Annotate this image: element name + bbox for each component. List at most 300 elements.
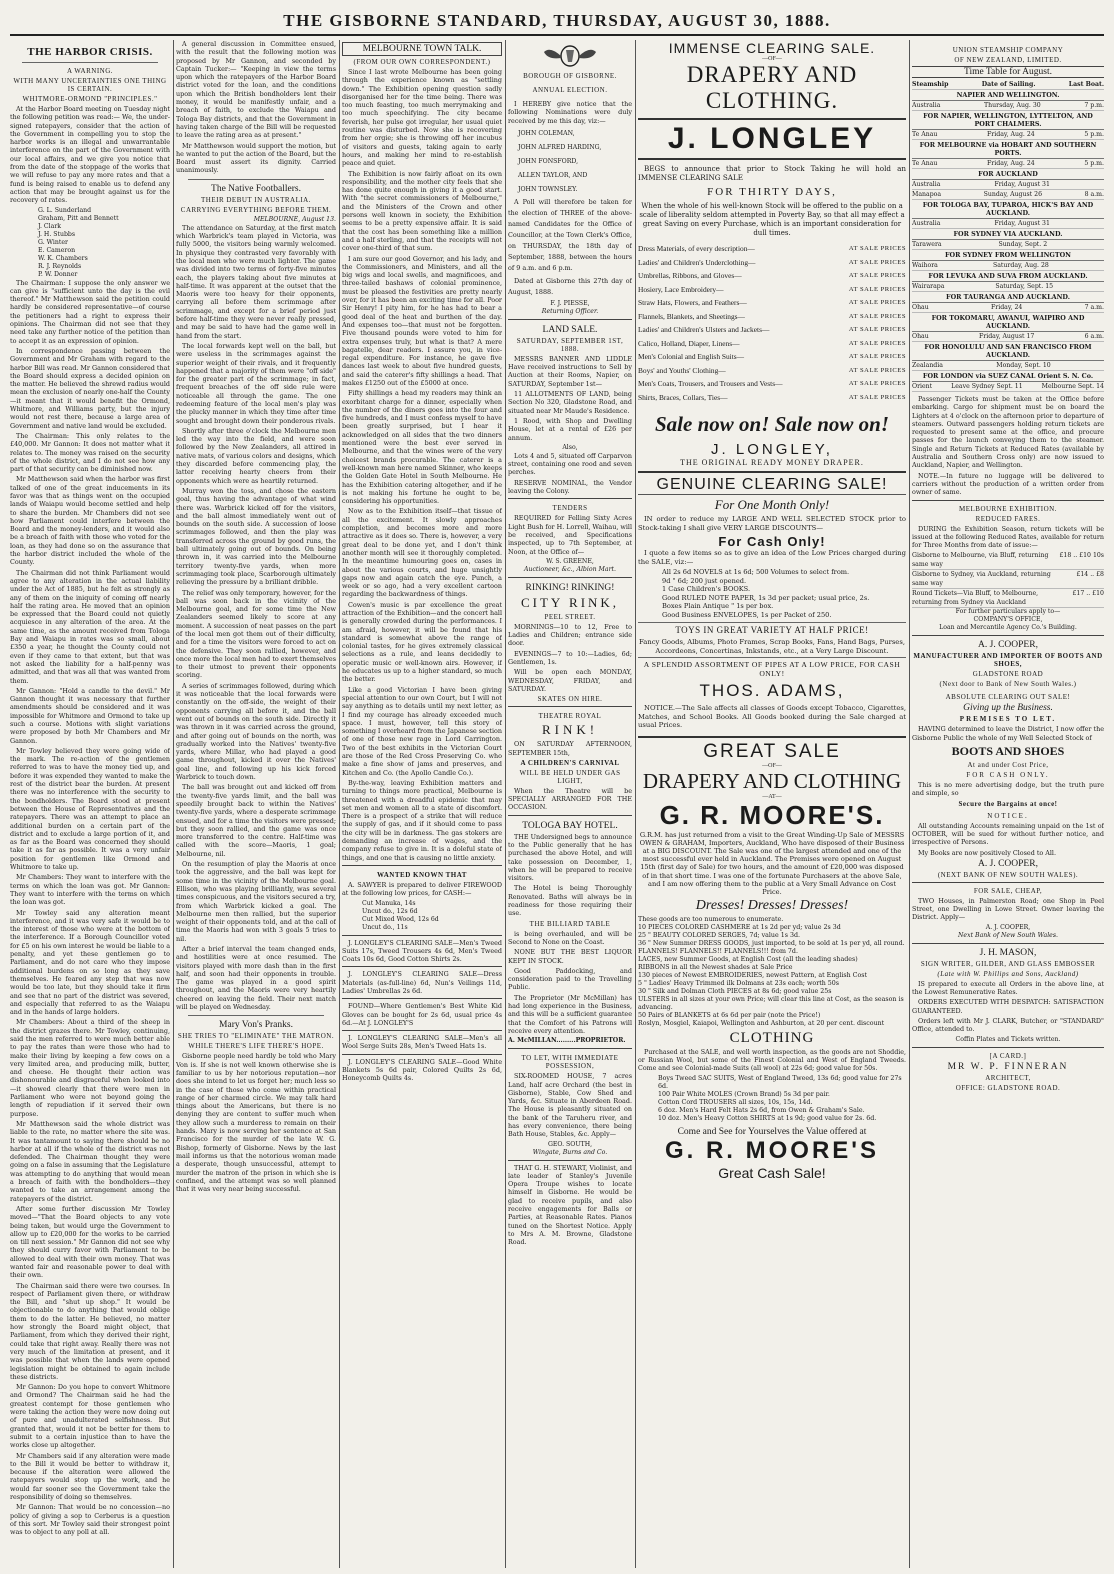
ad-cooper: [912, 635, 1104, 878]
paragraph: Mr Matthewson said when the harbor was first talked of one of the great inducements in its favor was that as things went on the occupied lands of Waiapu would become settled and help to share the burden. Mr Chambers did not see how Parliament could interfere between the Board and the money-lenders, and it would also be a breach of faith with those who voted for the loan, as they had done so on the assurance that the harbor district included the whole of the County.: [10, 475, 170, 567]
columns: [10, 40, 1104, 1568]
sale-line: [638, 350, 906, 364]
price-list: [342, 900, 502, 932]
fare-route: Gisborne to Sydney, via Auckland, returning same way: [912, 571, 1051, 588]
ad-of: —OF—: [762, 762, 782, 769]
item-list: [638, 568, 906, 619]
paragraph: Mr Gannon: That would be no concession—no policy of giving a sop to Cerberus is a question of this sort. Mr Towley said their strongest point was to object to any poll at all.: [10, 1503, 170, 1537]
ad-signature: A. McMILLAN.........PROPRIETOR.: [508, 1037, 626, 1045]
coat-of-arms-icon: [508, 42, 632, 70]
timetable-row: [912, 282, 1104, 292]
ad-body: ON SATURDAY AFTERNOON, SEPTEMBER 15th,: [508, 740, 632, 757]
ad-body: G.R.M. has just returned from a visit to the Great Winding-Up Sale of MESSRS OWEN & GRAHAM, Importers, Auckland, Who have disposed of their Business at a BIG DISCOUNT. The Sale was one of the largest attended and one of the most successful ever held in Auckland. The Premises were opened on August 15th (first day of Sale) for two hours, and the amount of £20,000 was disposed of in that short time. I was one of the fortunate Purchasers at the above Sale, and I am now offering them to the public at a Very Small Advance on Cost Price.: [639, 830, 905, 896]
notice-title: BOROUGH OF GISBORNE.: [523, 72, 617, 80]
ad-body: Orders left with Mr J. CLARK, Butcher, or "STANDARD" Office, attended to.: [912, 1016, 1104, 1034]
subheading: A WARNING.: [66, 67, 114, 75]
fare-price: £18 .. £10 10s: [1059, 552, 1104, 560]
ad-body: Also,: [562, 443, 578, 451]
timetable-cell: Sunday, Sept. 2: [998, 241, 1048, 248]
ad-body: My Books are now positively Closed to All.: [918, 848, 1057, 857]
ad-subtitle: At and under Cost Price,: [967, 761, 1049, 770]
dress-item: 10 PIECES COLORED CASHMERE at 1s 2d per yd; value 2s 3d: [638, 924, 841, 932]
clothing-item: 100 Pair White MOLES (Crown Brand) 5s 3d per pair.: [658, 1091, 830, 1099]
item: 1 Case Children's BOOKS.: [662, 585, 751, 593]
timetable-row: [912, 190, 1104, 200]
ad-heading: IMMENSE CLEARING SALE.: [668, 40, 876, 56]
ad-subtitle: Secure the Bargains at once!: [958, 799, 1058, 808]
ad-body: MESSRS BANNER AND LIDDLE Have received instructions to Sell by Auction at their Rooms, Napier, on SATURDAY, September 1st—: [508, 354, 632, 388]
ad-title: [A CARD.]: [989, 1051, 1027, 1060]
timetable-cell: Leave Sydney Sept. 11: [951, 383, 1023, 390]
timetable-row: [912, 219, 1104, 229]
column-rule: [173, 40, 174, 1568]
timetable-cell: Te Anau: [912, 160, 938, 167]
article-title: THE HARBOR CRISIS.: [27, 46, 153, 58]
timetable-route-title: NAPIER AND WELLINGTON.: [912, 90, 1104, 101]
dress-item: 25 " BEAUTY COLORED SERGES, 7d; value 1s 3d.: [638, 932, 800, 940]
sale-line-price: AT SALE PRICES: [848, 380, 906, 387]
timetable-routes: [912, 90, 1104, 392]
ad-heading: UNION STEAMSHIP COMPANY: [952, 46, 1064, 54]
ad-title: LAND SALE.: [542, 324, 598, 335]
fare-price: £17 .. £10: [1072, 590, 1104, 598]
price-item: Uncut do., 11s: [362, 923, 408, 931]
ad-body: RESERVE NOMINAL, the Vendor leaving the Colony.: [508, 478, 632, 496]
ad-signature: A. J. COOPER,: [985, 923, 1031, 931]
ad-subtitle: MANUFACTURER AND IMPORTER OF BOOTS AND SHOES,: [913, 652, 1103, 669]
ad-body: J. LONGLEY'S CLEARING SALE—Dress Materials (as-full-line) 6d, Nun's Veilings 11d, Ladies' Umbrellas 2s 6d.: [342, 970, 502, 995]
ad-subtitle: Come and See for Yourselves the Value offered at: [677, 1127, 867, 1138]
divider: [188, 1015, 324, 1016]
ad-body: Lots 4 and 5, situated off Carparvon street, containing one rood and seven perches.: [508, 451, 632, 477]
timetable-header-cell: Steamship: [912, 81, 949, 88]
ad-city-rink: [508, 577, 632, 703]
sale-line: [638, 391, 906, 405]
ad-title-large: BOOTS AND SHOES: [951, 744, 1065, 759]
ad-subtitle: PREMISES TO LET.: [959, 715, 1057, 724]
sale-line-item: Shirts, Braces, Collars, Ties—: [638, 392, 728, 402]
paragraph: Mr Matthewson said the whole district was liable to the rate, no matter where the site was. It was tantamount to saying there should be no harbor at all if the whole of the district was not defended. The Chairman thought they were going on a false in assuming that the Legislature was attempting to do anything that would mean a breach of faith with the bondholders—they wanted to take an arrangement among the ratepayers of the district.: [10, 1119, 170, 1203]
ad-body: NOTE.—In future no luggage will be delivered to carriers without the production of a written order from owner of same.: [912, 471, 1104, 497]
subheading: CARRYING EVERYTHING BEFORE THEM.: [180, 205, 332, 214]
fare-row: [912, 589, 1104, 608]
item: Good Business ENVELOPES, 1s per Packet of 250.: [662, 610, 832, 619]
sale-line: [638, 364, 906, 378]
ad-signature-role: Wingate, Burns and Co.: [532, 1148, 608, 1156]
dress-item: RIBBONS in all the Newest shades at Sale Price: [638, 964, 793, 972]
paragraph: The attendance on Saturday, at the first match which Warbrick's team played in Victoria, was fully 5000, the visitors being warmly welcomed. In physique they contrasted very favorably with the local men who were much lighter. The game was divided into two terms of forty-five minutes each, the players taking about five minutes at half-time. It was apparent at the outset that the Maoris were too heavy for their opponents, carrying all before them scrimmage after scrimmage, and except for a brief period just before half-time they were never really pressed, and may be said to have had the game well in hand from the start.: [176, 223, 336, 340]
timetable-cell: Australia: [912, 181, 941, 188]
ad-body: DURING the Exhibition Season, return tickets will be issued at the following Reduced Rates, available for return for Three Months from date of issue:—: [912, 524, 1104, 550]
timetable-cell: Saturday, Sept. 15: [995, 283, 1054, 290]
ad-heading: GENUINE CLEARING SALE!: [638, 476, 906, 495]
paragraph: Mr Towley said any alteration meant interference, and it was very safe it would be to the interest of those who were at the bottom of the interference. If a Borough Councillor voted for £5 on his own interest he would be liable to a penalty, and yet these gentlemen go to Parliament, and do not care who they impose additional burdens on so long as they save themselves. He feared any step that was now would be too late, but they should take it firm and see that no part of the district was severed, and especially that referred to as the Waiapu and in the hands of large holders.: [10, 908, 170, 1017]
ad-title: J. H. MASON,: [979, 947, 1037, 958]
ad-body: I quote a few items so as to give an idea of the Low Prices charged during the SALE, viz:—: [638, 549, 906, 566]
timetable-cell: Monday, Sept. 10: [996, 362, 1051, 369]
ad-subtitle: A SPLENDID ASSORTMENT OF PIPES AT A LOW PRICE, FOR CASH ONLY!: [638, 657, 906, 678]
signatory: W. K. Chambers: [38, 254, 88, 262]
paragraph: Like a good Victorian I have been giving special attention to our own Court, but I will not say anything as to details until my next letter, as I find my courage has already exceeded much space. I must, however, tell this story of something I overheard from the Japanese section of one of those new rage in Lord Carrington. Two of the best exhibits in the Victorian Court are those of the Red Cross Preserving Co. who make a fine show of jams and preserves, and Kitchen and Co. (the Apollo Candle Co.).: [342, 685, 502, 777]
sale-line-item: Flannels, Blankets, and Sheetings—: [638, 311, 745, 321]
ad-heading: GREAT SALE: [703, 740, 841, 762]
price-item: Cut Mixed Wood, 12s 6d: [362, 915, 439, 923]
paragraph: Mr Chambers: About a third of the sheep in the district grazes there. Mr Towley, continuing, said the men referred to were much better able to pay the rates than were those who had to make their living by keeping a few cows on a very limited area, and producing milk, butter, and cheese. He thought their action was dishonourable and disgraceful when looked into—it showed clearly that there were men in Parliament who were not beyond going the length of repudiation if it served their own purpose.: [10, 1018, 170, 1118]
clothing-item: 6 doz. Men's Hard Felt Hats 2s 6d, from Owen & Graham's Sale.: [658, 1107, 865, 1115]
signatory: E. Cameron: [38, 246, 76, 254]
ad-body: Will be open each MONDAY, WEDNESDAY, FRIDAY, and SATURDAY.: [508, 668, 632, 693]
sale-line-price: AT SALE PRICES: [848, 285, 906, 293]
sale-line: [638, 310, 906, 324]
ad-for-sale: [912, 882, 1104, 940]
ad-longley-name: J. LONGLEY,: [711, 441, 833, 458]
notice-body: A Poll will therefore be taken for the election of THREE of the above-named Candidates for the Office of Councillor, at the Town Clerk's Office, on THURSDAY, the 18th day of September, 1888, between the hours of 9 a.m. and 6 p.m.: [508, 197, 632, 272]
paragraph: Mr Towley believed they were going wide of the mark. The re-action of the gentlemen referred to was to have the money tied up, and before it was expended they wanted to make the rest of the district bear the burden. At present there was no interference with the security to the bondholders. The Board stood at present between the House of Representatives and the ratepayers. There was an attempt to place an additional burden on a certain part of the district and to exclude a large portion of it, and as far as the Board was concerned they should take it as far as possible. It was a very unfair position for gentlemen like Ormond and Whitmore to take up.: [10, 746, 170, 872]
dress-item: 5 " Ladies' Heavy Trimmed ilk Dolmans at 23s each; worth 50s: [638, 980, 840, 988]
timetable-cell: Friday, Aug. 24: [987, 131, 1035, 138]
timetable-header: [912, 80, 1104, 90]
paragraph: Fifty shillings a head my readers may think an exorbitant charge for a dinner, especially when the number of the diners goes into the four and five hundreds, and I must confess myself to have been greatly surprised, but I hear it acknowledged on all sides that the two dinners mentioned were the best ever served in Melbourne, and that the wines were of the very choicest brands procurable. The caterer is a well-known man here named Skinner, who keeps the Golden Gate Hotel in South Melbourne. He has the Exhibition catering altogether, and if he is not making his fortune he ought to be, considering his opportunities.: [342, 389, 502, 506]
ad-subtitle: For One Month Only!: [714, 497, 830, 512]
ad-signature-role: Auctioneer, &c., Albion Mart.: [523, 565, 616, 573]
sale-line-item: Men's Coats, Trousers, and Trousers and Vests—: [638, 379, 783, 388]
ad-subtitle: THE BILLIARD TABLE: [529, 919, 611, 928]
ad-tenders: [508, 498, 632, 573]
sale-line: [638, 377, 906, 391]
ad-moores-name: G. R. MOORE'S: [664, 1137, 880, 1165]
timetable-cell: 7 p.m.: [1084, 102, 1104, 109]
timetable-row: [912, 261, 1104, 271]
paragraph: A general discussion in Committee ensued, with the result that the following motion was proposed by Mr Gannon, and seconded by Captain Tucker:— "Keeping in view the terms upon which the ratepayers of the Harbor Board district voted for the loan, and the conditions upon which the British bondholders lent their money, it would be manifestly unfair, and a breach of faith, to exclude the Waiapu and Tologa Bay districts, and that the Government in having taken charge of the Bill will be requested to leave the rating area as at present.": [176, 40, 336, 140]
sale-line-item: Straw Hats, Flowers, and Feathers—: [638, 298, 747, 307]
sale-line: [638, 323, 906, 337]
ad-body: 11 ALLOTMENTS OF LAND, being Section No 320, Gladstone Road, and situated near Mr Maude's Residence.: [508, 390, 632, 415]
ad-body: The Proprietor (Mr McMillan) has had long experience in the Business, and this will be a sufficient guarantee that the Comfort of his Patrons will receive every attention.: [508, 993, 632, 1035]
signatory: Graham, Pitt and Bennett: [38, 214, 119, 222]
sale-line: [638, 337, 906, 351]
ad-body: COMPANY'S OFFICE,: [973, 616, 1043, 624]
timetable-route-title: FOR NAPIER, WELLINGTON, LYTTELTON, AND PORT CHALMERS.: [912, 111, 1104, 130]
ad-adams-name: THOS. ADAMS,: [699, 681, 845, 700]
ad-title: TOLOGA BAY HOTEL.: [522, 820, 618, 831]
column-rule: [635, 40, 636, 1568]
timetable-cell: Friday, August 31: [994, 220, 1050, 227]
ad-body: ORDERS EXECUTED WITH DESPATCH: SATISFACTION GUARANTEED.: [912, 998, 1104, 1015]
ad-title: MELBOURNE EXHIBITION.: [959, 504, 1057, 513]
ad-body: When the Theatre will be SPECIALLY ARRANGED FOR THE OCCASION.: [508, 786, 632, 812]
dress-item: ULSTERS in all sizes at your own Price; will clear this line at Cost, as the season is advancing.: [638, 996, 904, 1012]
ad-title: WANTED KNOWN THAT: [377, 870, 467, 879]
timetable-cell: Friday, 24: [990, 304, 1023, 311]
paragraph: Shortly after three o'clock the Melbourne men led the way into the field, and were soon followed by the New Zealanders, all attired in native mats, of various colors and designs, which they discarded before commencing play, the latter receiving hearty cheers from their opponents which were as heartily returned.: [176, 426, 336, 485]
divider: [188, 179, 324, 180]
ad-body: Good Paddocking, and consideration paid to the Travelling Public.: [508, 966, 632, 992]
timetable-row: [912, 332, 1104, 342]
ad-subtitle: For Cash Only!: [718, 534, 826, 549]
timetable-header-cell: Date of Sailing.: [981, 81, 1036, 88]
ad-body: Coffin Plates and Tickets written.: [955, 1035, 1061, 1043]
timetable-row: [912, 303, 1104, 313]
ad-longley-small: [342, 1030, 502, 1051]
sale-lines: [638, 242, 906, 404]
timetable-cell: 6 a.m.: [1084, 333, 1104, 340]
ad-body: For further particulars apply to—: [955, 608, 1061, 616]
paragraph: The relief was only temporary, however, for the ball was soon back in the vicinity of the Melbourne goal, and for some time the New Zealanders seemed likely to score at any moment. A succession of neat passes on the part of the local men got them out of their difficulty, and for a time the visitors were forced to act on the defensive. They soon rallied, however, and once more the local men had to exert themselves to their utmost to prevent their opponents scoring.: [176, 588, 336, 680]
paragraph: The Exhibition is now fairly afloat on its own responsibility, and the mother city feels that she has done quite enough in giving it a good start. With "the secret commissioners of Melbourne," and the Ministers of the Crown and other persons well known in society, the Exhibition seems to be a pretty expensive affair. It is said that the cost has been something like a million and a half sterling, and that the receipts will not cover one-third of that sum.: [342, 169, 502, 253]
ad-body: 1 Rood, with Shop and Dwelling House, let at a rental of £26 per annum.: [508, 416, 632, 442]
ad-at: —AT—: [762, 793, 782, 800]
ad-subtitle: ARCHITECT,: [985, 1073, 1031, 1082]
ad-longley-name: J. LONGLEY: [638, 118, 906, 160]
ad-body: The Hotel is being Thoroughly Renovated. Baths will always be in readiness for those requiring their use.: [508, 884, 632, 918]
nominee: JOHN COLEMAN,: [518, 129, 575, 137]
ad-mason: [912, 943, 1104, 1044]
sale-line-price: AT SALE PRICES: [848, 312, 906, 320]
paragraph: Cowen's music is par excellence the great attraction of the Exhibition—and the concert hall is generally crowded during the performances. I am afraid, however, it will be found that his standard is somewhat above the range of colonial tastes, for he gives extremely classical selections as a rule, and leans decidedly to operatic music or well-known airs. However, if he educates us up to a higher standard, so much the better.: [342, 600, 502, 684]
sale-line-price: AT SALE PRICES: [848, 272, 906, 279]
ad-subtitle: FOR CASH ONLY.: [966, 771, 1050, 780]
ad-exhibition-fares: [912, 500, 1104, 633]
ad-subtitle: NOTICE.: [987, 811, 1029, 820]
column-2-footballers: [176, 40, 336, 1568]
sale-line-price: AT SALE PRICES: [848, 258, 906, 266]
item: 9d " 6d; 200 just opened.: [662, 576, 747, 585]
dress-items: [638, 916, 906, 1028]
timetable-route-title: FOR TAURANGA AND AUCKLAND.: [912, 292, 1104, 303]
timetable-route-title: FOR AUCKLAND: [912, 169, 1104, 180]
sale-now-banner: Sale now on! Sale now on!: [655, 412, 889, 436]
ad-title: RINKING! RINKING!: [525, 582, 615, 593]
paragraph: Since I last wrote Melbourne has been going through the experience known as "settling down." The Exhibition opening question sadly disorganised her for the time being. There was too much feasting, too much merrymaking and too much speechifying. The city became feverish, her pulse got irregular, her usual quiet routine was disturbed. Now she is recovering from her orgie; she is throwing off her incubus of visitors and guests, taking again to early hours, and making her mind to re-establish peace and quiet.: [342, 68, 502, 168]
ad-drapery-title: DRAPERY AND CLOTHING.: [686, 62, 858, 113]
fare-row: [912, 551, 1104, 570]
notice-subtitle: ANNUAL ELECTION.: [532, 86, 608, 94]
signatory: R. J. Reynolds: [38, 262, 82, 270]
sale-line-item: Calico, Holland, Diaper, Linens—: [638, 338, 740, 348]
sale-line-item: Boys' and Youths' Clothing—: [638, 365, 726, 375]
paragraph: In correspondence passing between the Government and Mr Graham with regard to the harbor Bill was read. Mr Gannon considered that the Board should express a decided opinion on the matter. He believed the shrewd radius would mean the exclusion of nearly one-half the County—it meant that it would benefit the Ormond, Whitmore, and Williams party, but the injury would not rest there, because a large area of Government and native land would be excluded.: [10, 346, 170, 430]
sale-line-price: AT SALE PRICES: [848, 245, 906, 252]
ad-title: TENDERS: [552, 504, 588, 513]
ad-land-sale: [508, 319, 632, 495]
timetable-cell: Ohau: [912, 333, 929, 340]
timetable-cell: 8 a.m.: [1084, 191, 1104, 198]
ad-title: MR W. P. FINNERAN: [947, 1061, 1069, 1072]
dress-item: 50 Pairs of BLANKETS at 6s 6d per pair (note the Price!): [638, 1012, 821, 1020]
signatory-list: [10, 207, 170, 279]
paragraph: After some further discussion Mr Towley moved—"That the Board objects to any vote being taken, but would urge the Government to allow up to £20,000 for the works to be carried on till next session." Mr Gannon did not see why they should curry favor with Parliament to be allowed to deal with their own money. That was wanted fair and reasonable power to deal with their own.: [10, 1204, 170, 1280]
notice-body: I HEREBY give notice that the following Nominations were duly received by me this day, viz:—: [508, 100, 632, 125]
dateline: MELBOURNE, August 13.: [253, 215, 336, 223]
sale-line: [638, 296, 906, 310]
timetable-route-title: FOR SYDNEY FROM WELLINGTON: [912, 250, 1104, 261]
timetable-cell: 7 a.m.: [1084, 304, 1104, 311]
paragraph: After a brief interval the team changed ends, and hostilities were at once resumed. The visitors played with more dash than in the first half, and soon had their opponents in trouble. The game was played in a good spirit throughout, and the Maoris were very heartily cheered on leaving the field. Their next match will be played on Wednesday.: [176, 944, 336, 1012]
sale-line-price: AT SALE PRICES: [848, 353, 906, 360]
article-title: Mary Von's Pranks.: [219, 1020, 293, 1031]
paragraph: Now as to the Exhibition itself—that tissue of all the excitement. It slowly approaches completion, and becomes more and more attractive as it does so. There is, however, a very great deal to be done yet, and I don't think another month will see it thoroughly completed. In the meantime humouring goes on, cases in about the various courts, and huge unsightly gaps now and again catch the eye. Punch, a week or so ago, had a very excellent cartoon regarding the backwardness of things.: [342, 507, 502, 599]
ad-longley-small: [342, 1054, 502, 1083]
notice-signature: F. J. PIESSE,: [550, 299, 590, 307]
ad-body: NOTICE.—The Sale affects all classes of Goods except Tobacco, Cigarettes, Matches, and School Books. All Goods booked during the Sale charged at usual Prices.: [638, 704, 906, 729]
timetable-route-title: FOR SYDNEY VIA AUCKLAND.: [912, 229, 1104, 240]
timetable-cell: Waihora: [912, 262, 938, 269]
timetable-header-cell: Last Boat.: [1068, 81, 1104, 88]
clothing-item: 10 doz. Men's Heavy Cotton SHIRTS at 1s 9d; good value for 2s. 6d.: [658, 1115, 877, 1123]
sale-line-item: Ladies' and Children's Ulsters and Jackets—: [638, 325, 770, 334]
ad-signature: GEO. SOUTH,: [547, 1140, 593, 1148]
sale-line-item: Hosiery, Lace Embroidery—: [638, 284, 724, 294]
sale-line-item: Men's Colonial and English Suits—: [638, 352, 745, 361]
notice-signature-role: Returning Officer.: [541, 307, 599, 315]
sale-line: [638, 256, 906, 270]
paragraph: I am sure our good Governor, and his lady, and the Commissioners, and Ministers, and all the big wigs and local swells, and magnificoes, and three-tailed bashaws of colonial prominence, must be pleased the festivities are pretty nearly over, for it has been an exciting time for all. Poor Sir Henry! I pity him, for he has had to bear a good deal of the heat and burthen of the day. And expenses too—that must not be forgotten. Five thousand pounds were voted to him for extra expenses truly, but what is that? A mere bagatelle, dear readers. I assure you, in vice-regal expenditure. For instance, he gave five dances last week to about five hundred guests, and said the caterer's fifty shillings a head. That makes £1250 out of the £5000 at once.: [342, 254, 502, 387]
ad-firewood: [342, 865, 502, 932]
timetable-row: [912, 240, 1104, 250]
timetable-route-title: FOR HONOLULU AND SAN FRANCISCO FROM AUCKLAND.: [912, 342, 1104, 361]
ad-signature-role: Next Bank of New South Wales.: [958, 931, 1058, 939]
signatory: G. L. Sunderland: [38, 206, 92, 214]
sale-line: [638, 283, 906, 297]
ad-title: FOR SALE, CHEAP,: [973, 886, 1043, 895]
ad-longley-small: [342, 998, 502, 1027]
ad-body: THAT G. H. STEWART, Violinist, and late leader of Stanley's Juvenile Opera Troupe wishes to locate himself in Gisborne. He would be glad to receive pupils, and also receive engagements for Balls or Parties, at Reasonable Rates. Pianos tuned on the Shortest Notice. Apply to Mrs A. M. Browne, Gladstone Road.: [508, 1163, 632, 1247]
timetable-cell: Friday, August 31: [994, 181, 1050, 188]
fare-row: [912, 570, 1104, 589]
ad-body: Purchased at the SALE, and well worth inspection, as the goods are not Shoddie, or Russian Wool, but some of the Finest Colonial and West of England Tweeds. Come and see Colonial-made Suits (all wool) at 22s 6d; good value for 50s.: [638, 1049, 906, 1073]
subheading: WITH MANY UNCERTAINTIES ONE THING IS CERTAIN.: [13, 77, 167, 93]
column-rule: [505, 40, 506, 1568]
ad-body: is being overhauled, and will be Second to None on the Coast.: [508, 929, 632, 946]
timetable-title: Time Table for August.: [912, 66, 1104, 78]
column-5-drapery: [638, 40, 906, 1568]
ad-body: IN order to reduce my LARGE AND WELL SELECTED STOCK prior to Stock-taking I shall give VERY LARGE DISCOUNTS—: [638, 515, 906, 532]
ad-title-large: CITY RINK,: [520, 594, 620, 610]
sale-line-price: AT SALE PRICES: [848, 326, 906, 333]
sale-line-item: Dress Materials, of every description—: [638, 244, 755, 253]
ad-subtitle: FOR THIRTY DAYS,: [707, 186, 837, 198]
item: Boxes Plain Antique " 1s per box.: [662, 602, 774, 610]
ad-signature: A. J. COOPER,: [978, 858, 1038, 869]
sale-line-price: AT SALE PRICES: [848, 366, 906, 374]
ad-body: J. LONGLEY'S CLEARING SALE—Good White Blankets 5s 6d pair, Colored Quilts 2s 6d, Honeycomb Quilts 4s.: [342, 1057, 502, 1083]
ad-subtitle: Great Cash Sale!: [718, 1165, 826, 1182]
subheading: SHE TRIES TO "ELIMINATE" THE MATRON.: [177, 1032, 335, 1041]
ad-body: When the whole of his well-known Stock will be offered to the public on a scale of liberality seldom attempted in Poverty Bay, so that all may effect a great Saving on every Purchase, which is an important consideration for dull times.: [639, 202, 905, 237]
ad-subtitle: WILL BE HELD UNDER GAS LIGHT,: [519, 768, 621, 785]
sale-line-price: AT SALE PRICES: [848, 339, 906, 347]
ad-subtitle: CLOTHING: [729, 1030, 815, 1047]
timetable-cell: 5 p.m.: [1084, 131, 1104, 138]
timetable-row: [912, 159, 1104, 169]
ad-body: Passenger Tickets must be taken at the Office before embarking. Cargo for shipment must be on board the Lighters at 4 o'clock on the afternoon prior to departure of steamers. Outward passengers holding return tickets are requested to present same at the office, and procure passes for the launch conveying them to the steamer. Single and Return Tickets at Reduced Rates (available by Australia and Southern Cross only) are now issued to Auckland, Napier, and Wellington.: [912, 395, 1104, 470]
ad-body: REQUIRED for Felling Sixty Acres Light Bush for H. Lorrell, Waihau, will be received, and Specifications inspected, up to 7th September, at Noon, at the Office of—: [508, 514, 632, 556]
nominee: JOHN TOWNSLEY.: [518, 185, 578, 193]
ad-tologa-hotel: [508, 815, 632, 1046]
ad-body: BEGS to announce that prior to Stock Taking he will hold an IMMENSE CLEARING SALE: [638, 164, 906, 182]
ad-body: Loan and Mercantile Agency Co.'s Building.: [939, 624, 1077, 632]
clothing-item: Cotton Cord TROUSERS all sizes, 10s, 15s, 14d.: [658, 1099, 813, 1107]
timetable-route-title: FOR LEVUKA AND SUVA FROM AUCKLAND.: [912, 271, 1104, 282]
ad-subtitle: PEEL STREET.: [544, 612, 596, 621]
divider: [22, 62, 158, 63]
subheading: THEIR DEBUT IN AUSTRALIA.: [201, 195, 311, 204]
subheading: WHITMORE-ORMOND "PRINCIPLES.": [22, 95, 158, 103]
paragraph: The ball was brought out and kicked off from the twenty-five yards limit, and the ball was speedily brought back to within the Natives' twenty-five yards, where a desperate scrimmage ensued, and for a time the visitors were pressed; but they soon rallied, and the game was once more transferred to the centre. Half-time was called with the score—Maoris, 1 goal; Melbourne, nil.: [176, 783, 336, 858]
subheading: (FROM OUR OWN CORRESPONDENT.): [353, 58, 491, 66]
dress-item: These goods are too numerous to enumerate.: [638, 916, 784, 924]
column-4-notices: [508, 40, 632, 1568]
paragraph: The Chairman: This only relates to the £40,000. Mr Gannon: It does not matter what it relates to. The money was raised on the security of the whole district, and I do not see how any part of that security can be diminished now.: [10, 431, 170, 474]
fare-route: Round Tickets—Via Bluff, to Melbourne, returning from Sydney via Auckland: [912, 590, 1039, 607]
paragraph: The Chairman: I suppose the only answer we can give is "sufficient unto the day is the evil thereof." Mr Matthewson said the petition could hardly be considered representative—of course the petitioners had a right to express their opinions. The Chairman did not see that they need take any further notice of the petition than to accept it as an expression of opinion.: [10, 278, 170, 345]
nominee: JOHN FONSFORD,: [518, 157, 579, 165]
paragraph: The Chairman did not think Parliament would agree to any alteration in the actual liability under the Act of 1885, but he felt as strongly as any of them on the iniquity of coming off nearly half the rating area. He moved that an opinion be expressed that the Board could not quietly acquiesce in any alteration of the area. At the same time, as the amount received from Tologa Bay and Waiapu in rates was so small, about £350 a year, he thought the County could not even if they came to that extent, but that was not asked the liability for a half-penny was admitted, and that was all that was wanted from them.: [10, 568, 170, 685]
sale-line-price: AT SALE PRICES: [848, 299, 906, 306]
column-rule: [339, 40, 340, 1568]
fare-route: Gisborne to Melbourne, via Bluff, returning same way: [912, 552, 1049, 569]
timetable-row: [912, 180, 1104, 190]
ad-subtitle: Dresses! Dresses! Dresses!: [695, 898, 849, 914]
ad-body: TWO Houses, in Palmerston Road; one Shop in Peel Street, one Dwelling in Lowe Street. Owner leaving the District. Apply—: [912, 896, 1104, 922]
ad-longley-small: [342, 935, 502, 964]
timetable-row: [912, 382, 1104, 392]
ad-body: NONE BUT THE BEST LIQUOR KEPT IN STOCK.: [508, 948, 632, 965]
sale-line-price: AT SALE PRICES: [848, 393, 906, 401]
timetable-cell: Melbourne Sept. 14: [1041, 383, 1104, 390]
paragraph: The Chairman said there were two courses. In respect of Parliament given there, or withdraw the Bill, and "shut up shop." It would be objectionable to do anything that would oblige them to do the latter. He believed, no matter how strongly the Board might object, that Parliament, from which they derived their right, could take that right away. Really there was not very much of the limitation at present, and it was possible that when the lands were opened legislation might be obtained to again include these districts.: [10, 1281, 170, 1381]
ad-title: TO LET, WITH IMMEDIATE POSSESSION,: [521, 1054, 619, 1071]
ad-violinist: [508, 1160, 632, 1247]
price-item: Cut Manuka, 14s: [362, 899, 416, 907]
ad-moores-name: G. R. MOORE'S.: [659, 799, 885, 830]
ad-title-large: RINK!: [541, 722, 599, 738]
paragraph: At the Harbor Board meeting on Tuesday night the following petition was read:— We, the under-signed ratepayers, consider that the action of the Government in compelling you to stop the harbor works is an illegal and unwarrantable interference on the part of the Government with our local affairs, and we give you notice that from the date of the stoppage of the works that we will refuse to pay any more rates and that a fund is being raised to enable us to defend any action that may be brought against us for the recovery of rates.: [10, 105, 170, 205]
ad-to-let: [508, 1048, 632, 1156]
ad-signature: W. S. GREENE,: [546, 557, 594, 565]
timetable-cell: Orient: [912, 383, 933, 390]
ad-subtitle: SKATES ON HIRE.: [537, 695, 603, 704]
item: Good RULED NOTE PAPER, 1s 3d per packet; usual price, 2s.: [662, 593, 870, 602]
ad-body: MORNINGS—10 to 12, Free to Ladies and Children; entrance side door.: [508, 622, 632, 648]
ad-body: J. LONGLEY'S CLEARING SALE—Men's Tweed Suits 17s, Tweed Trousers 4s 6d, Men's Tweed Coats 10s 6d, Good Cotton Shirts 2s.: [342, 938, 502, 964]
ad-moores: [638, 738, 906, 1182]
timetable-row: [912, 361, 1104, 371]
paragraph: Mr Chambers: They want to interfere with the terms on which the loan was got. Mr Gannon: They want to interfere with the terms on which the loan was got.: [10, 873, 170, 907]
ad-subtitle: TOYS IN GREAT VARIETY AT HALF PRICE!: [638, 622, 906, 635]
sale-line: [638, 242, 906, 256]
timetable-cell: Friday, Aug. 24: [987, 160, 1035, 167]
ad-subtitle: REDUCED FARES.: [975, 514, 1041, 523]
paragraph: Murray won the toss, and chose the eastern goal, thus having the advantage of what wind there was. Warbrick kicked off for the visitors, and the ball almost immediately went out of bounds on the south side. A succession of loose scrimmages followed, and then the play was transferred across the ground by good runs, the ball ultimately going out of bounds. On being thrown in, it was carried into the Melbourne territory twenty-five yards, when more scrimmaging took place, Scarborough ultimately relieving the pressure by a brilliant dribble.: [176, 486, 336, 587]
ad-body: A. SAWYER is prepared to deliver FIREWOOD at the following low prices, for CASH:—: [342, 880, 502, 898]
timetable-cell: Zealandia: [912, 362, 943, 369]
clothing-item: Boys Tweed SAC SUITS, West of England Tweed, 13s 6d; good value for 27s 6d.: [658, 1075, 902, 1091]
item: All 2s 6d NOVELS at 1s 6d; 500 Volumes to select from.: [662, 568, 850, 576]
ad-finneran: [912, 1047, 1104, 1092]
paragraph: Mr Gannon: Do you hope to convert Whitmore and Ormond? The Chairman said he had the greatest contempt for those gentlemen who were taking the action they were now doing out of pure and unadulterated selfishness. But granted that, would it not be better for them to submit to a certain injustice than to have the works close up altogether.: [10, 1383, 170, 1450]
timetable-cell: Saturday, Aug. 28: [993, 262, 1049, 269]
ad-body: Fancy Goods, Albums, Photo Frames, Scrap Books, Fans, Hand Bags, Purses, Accordeons, Concertinas, Inkstands, etc., at a Very Large Discount.: [639, 638, 905, 655]
ad-body: This is no mere advertising dodge, but the truth pure and simple, so: [912, 781, 1104, 798]
column-1-harbor-crisis: [10, 40, 170, 1568]
clothing-items: [638, 1075, 906, 1123]
sale-line: [638, 269, 906, 283]
timetable-cell: Manapoa: [912, 191, 942, 198]
ad-body: FOUND—Where Gentlemen's Best White Kid Gloves can be bought for 2s 6d, usual price 4s 6d.—At J. LONGLEY'S: [342, 1002, 502, 1027]
timetable-row: [912, 101, 1104, 111]
sale-line-item: Umbrellas, Ribbons, and Gloves—: [638, 271, 742, 280]
